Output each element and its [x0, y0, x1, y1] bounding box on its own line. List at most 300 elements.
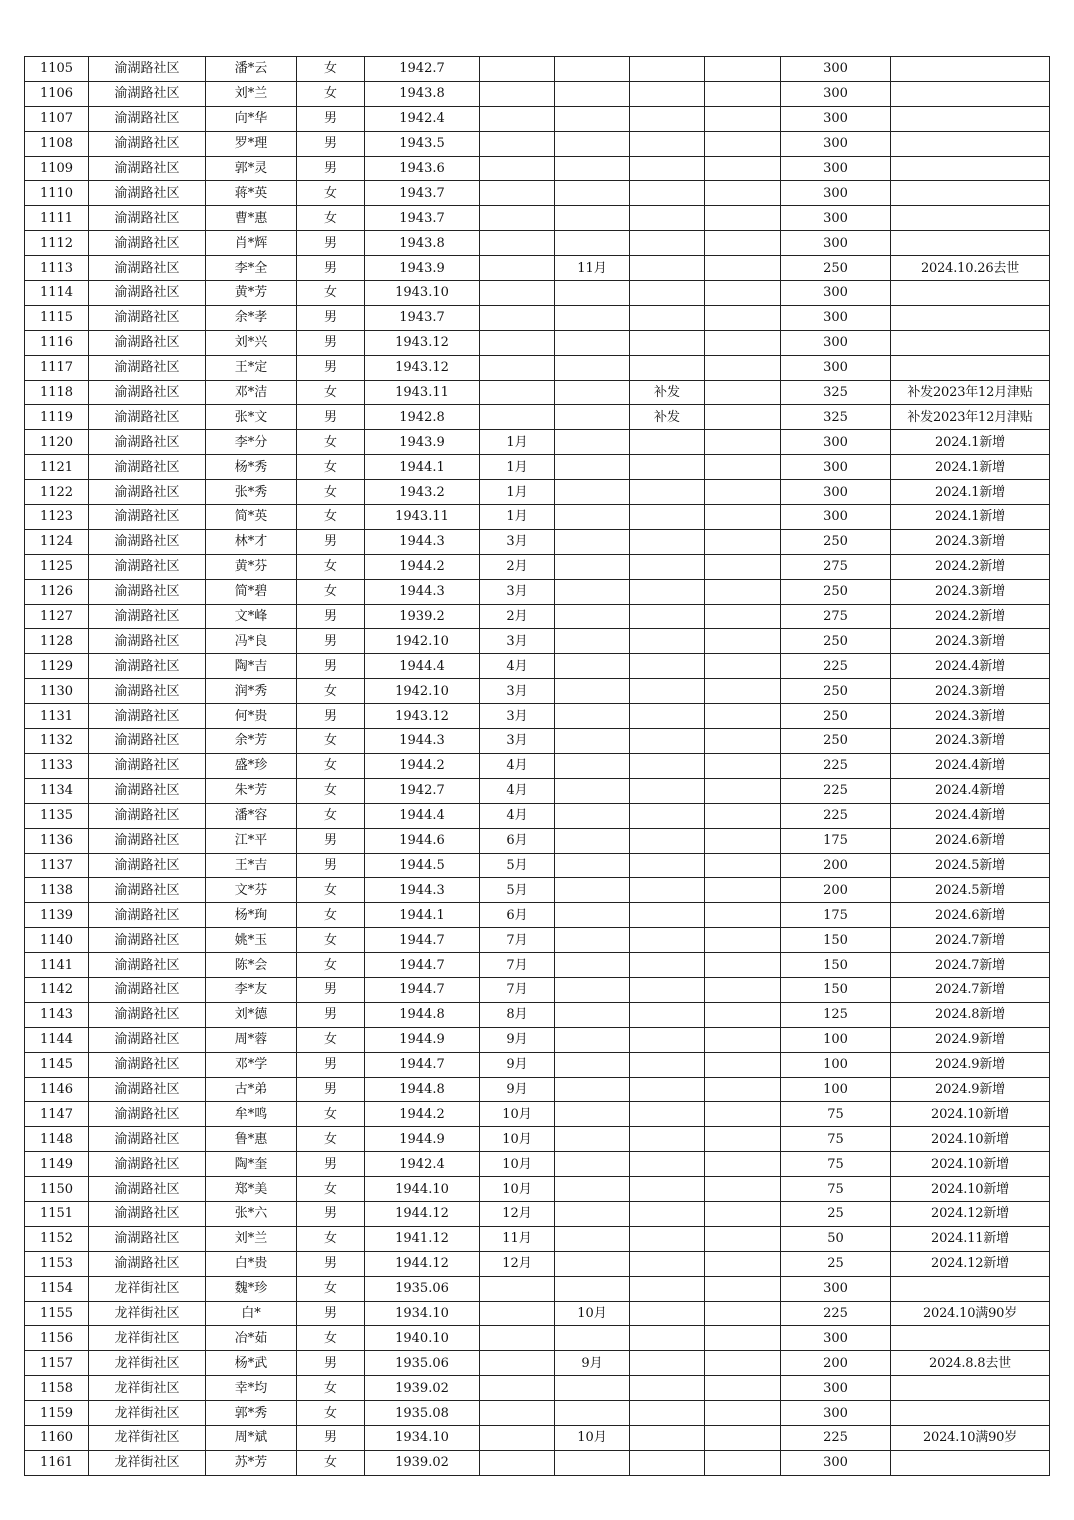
birth-date-cell: 1942.10 [365, 629, 480, 654]
added-month-cell [480, 1376, 555, 1401]
added-month-cell: 9月 [480, 1077, 555, 1102]
blank-cell [705, 1102, 781, 1127]
table-row [25, 604, 1050, 629]
stop-month-cell [555, 206, 630, 231]
name-cell: 魏*珍 [206, 1276, 297, 1301]
amount-cell: 300 [781, 330, 891, 355]
birth-date-cell: 1943.9 [365, 430, 480, 455]
supplement-cell [630, 1301, 705, 1326]
remark-cell [891, 1376, 1050, 1401]
birth-date-cell: 1944.7 [365, 1052, 480, 1077]
remark-cell: 2024.10满90岁 [891, 1425, 1050, 1450]
amount-cell: 300 [781, 1326, 891, 1351]
community-cell: 渝湖路社区 [89, 579, 206, 604]
amount-cell: 225 [781, 803, 891, 828]
gender-cell: 女 [297, 579, 365, 604]
community-cell: 渝湖路社区 [89, 305, 206, 330]
amount-cell: 300 [781, 281, 891, 306]
serial-cell: 1110 [25, 181, 89, 206]
added-month-cell [480, 1450, 555, 1475]
supplement-cell [630, 281, 705, 306]
serial-cell: 1148 [25, 1127, 89, 1152]
added-month-cell: 3月 [480, 704, 555, 729]
added-month-cell: 1月 [480, 505, 555, 530]
supplement-cell [630, 928, 705, 953]
community-cell: 渝湖路社区 [89, 977, 206, 1002]
remark-cell: 2024.5新增 [891, 878, 1050, 903]
amount-cell: 300 [781, 81, 891, 106]
blank-cell [705, 977, 781, 1002]
subsidy-roster-table [24, 56, 1050, 1476]
remark-cell: 2024.4新增 [891, 753, 1050, 778]
blank-cell [705, 281, 781, 306]
birth-date-cell: 1934.10 [365, 1301, 480, 1326]
community-cell: 渝湖路社区 [89, 1177, 206, 1202]
serial-cell: 1143 [25, 1002, 89, 1027]
gender-cell: 男 [297, 256, 365, 281]
gender-cell: 女 [297, 903, 365, 928]
community-cell: 渝湖路社区 [89, 181, 206, 206]
serial-cell: 1121 [25, 455, 89, 480]
birth-date-cell: 1944.6 [365, 828, 480, 853]
community-cell: 渝湖路社区 [89, 629, 206, 654]
supplement-cell [630, 828, 705, 853]
table-row [25, 480, 1050, 505]
birth-date-cell: 1943.6 [365, 156, 480, 181]
remark-cell [891, 1276, 1050, 1301]
name-cell: 余*孝 [206, 305, 297, 330]
birth-date-cell: 1940.10 [365, 1326, 480, 1351]
serial-cell: 1138 [25, 878, 89, 903]
amount-cell: 200 [781, 878, 891, 903]
blank-cell [705, 131, 781, 156]
stop-month-cell: 9月 [555, 1351, 630, 1376]
birth-date-cell: 1941.12 [365, 1226, 480, 1251]
table-row [25, 305, 1050, 330]
table-row [25, 1102, 1050, 1127]
blank-cell [705, 729, 781, 754]
added-month-cell: 9月 [480, 1052, 555, 1077]
added-month-cell [480, 57, 555, 82]
amount-cell: 150 [781, 928, 891, 953]
serial-cell: 1125 [25, 554, 89, 579]
birth-date-cell: 1944.1 [365, 903, 480, 928]
serial-cell: 1130 [25, 679, 89, 704]
added-month-cell: 11月 [480, 1226, 555, 1251]
gender-cell: 女 [297, 57, 365, 82]
serial-cell: 1146 [25, 1077, 89, 1102]
supplement-cell [630, 704, 705, 729]
blank-cell [705, 629, 781, 654]
serial-cell: 1151 [25, 1201, 89, 1226]
blank-cell [705, 654, 781, 679]
added-month-cell: 4月 [480, 778, 555, 803]
community-cell: 渝湖路社区 [89, 1027, 206, 1052]
gender-cell: 男 [297, 853, 365, 878]
amount-cell: 250 [781, 256, 891, 281]
added-month-cell: 7月 [480, 928, 555, 953]
name-cell: 润*秀 [206, 679, 297, 704]
remark-cell: 2024.7新增 [891, 953, 1050, 978]
table-row [25, 1301, 1050, 1326]
amount-cell: 300 [781, 480, 891, 505]
community-cell: 渝湖路社区 [89, 231, 206, 256]
stop-month-cell [555, 231, 630, 256]
added-month-cell [480, 156, 555, 181]
birth-date-cell: 1943.9 [365, 256, 480, 281]
remark-cell [891, 156, 1050, 181]
gender-cell: 女 [297, 554, 365, 579]
community-cell: 渝湖路社区 [89, 1127, 206, 1152]
gender-cell: 女 [297, 679, 365, 704]
serial-cell: 1118 [25, 380, 89, 405]
blank-cell [705, 430, 781, 455]
blank-cell [705, 156, 781, 181]
blank-cell [705, 1152, 781, 1177]
supplement-cell [630, 529, 705, 554]
birth-date-cell: 1942.4 [365, 106, 480, 131]
table-row [25, 1002, 1050, 1027]
table-row [25, 181, 1050, 206]
gender-cell: 女 [297, 1401, 365, 1426]
community-cell: 渝湖路社区 [89, 131, 206, 156]
stop-month-cell [555, 953, 630, 978]
remark-cell: 2024.7新增 [891, 977, 1050, 1002]
amount-cell: 200 [781, 1351, 891, 1376]
birth-date-cell: 1944.9 [365, 1127, 480, 1152]
blank-cell [705, 554, 781, 579]
table-row [25, 81, 1050, 106]
remark-cell: 2024.3新增 [891, 679, 1050, 704]
blank-cell [705, 455, 781, 480]
birth-date-cell: 1935.06 [365, 1276, 480, 1301]
stop-month-cell [555, 81, 630, 106]
supplement-cell [630, 1276, 705, 1301]
supplement-cell [630, 1102, 705, 1127]
amount-cell: 250 [781, 704, 891, 729]
serial-cell: 1116 [25, 330, 89, 355]
blank-cell [705, 1226, 781, 1251]
birth-date-cell: 1942.7 [365, 778, 480, 803]
supplement-cell: 补发 [630, 405, 705, 430]
amount-cell: 250 [781, 729, 891, 754]
remark-cell: 2024.12新增 [891, 1251, 1050, 1276]
table-row [25, 803, 1050, 828]
birth-date-cell: 1942.4 [365, 1152, 480, 1177]
remark-cell: 2024.3新增 [891, 629, 1050, 654]
table-row [25, 1401, 1050, 1426]
gender-cell: 女 [297, 430, 365, 455]
table-row [25, 256, 1050, 281]
amount-cell: 175 [781, 828, 891, 853]
remark-cell: 2024.3新增 [891, 579, 1050, 604]
remark-cell [891, 1401, 1050, 1426]
amount-cell: 300 [781, 1401, 891, 1426]
table-row [25, 529, 1050, 554]
added-month-cell [480, 181, 555, 206]
blank-cell [705, 803, 781, 828]
community-cell: 渝湖路社区 [89, 480, 206, 505]
remark-cell: 2024.10.26去世 [891, 256, 1050, 281]
remark-cell: 2024.6新增 [891, 828, 1050, 853]
remark-cell: 补发2023年12月津贴 [891, 380, 1050, 405]
amount-cell: 225 [781, 778, 891, 803]
name-cell: 王*吉 [206, 853, 297, 878]
amount-cell: 75 [781, 1177, 891, 1202]
name-cell: 文*芬 [206, 878, 297, 903]
birth-date-cell: 1943.7 [365, 305, 480, 330]
stop-month-cell [555, 1152, 630, 1177]
gender-cell: 女 [297, 753, 365, 778]
birth-date-cell: 1944.3 [365, 529, 480, 554]
community-cell: 渝湖路社区 [89, 380, 206, 405]
serial-cell: 1139 [25, 903, 89, 928]
added-month-cell: 4月 [480, 803, 555, 828]
stop-month-cell [555, 106, 630, 131]
gender-cell: 男 [297, 1251, 365, 1276]
supplement-cell [630, 206, 705, 231]
supplement-cell [630, 554, 705, 579]
gender-cell: 女 [297, 380, 365, 405]
stop-month-cell [555, 1052, 630, 1077]
added-month-cell [480, 281, 555, 306]
serial-cell: 1128 [25, 629, 89, 654]
birth-date-cell: 1944.8 [365, 1077, 480, 1102]
amount-cell: 300 [781, 131, 891, 156]
gender-cell: 女 [297, 1127, 365, 1152]
gender-cell: 女 [297, 1027, 365, 1052]
amount-cell: 200 [781, 853, 891, 878]
serial-cell: 1129 [25, 654, 89, 679]
table-row [25, 629, 1050, 654]
community-cell: 渝湖路社区 [89, 1201, 206, 1226]
remark-cell: 2024.9新增 [891, 1027, 1050, 1052]
supplement-cell [630, 131, 705, 156]
stop-month-cell [555, 1102, 630, 1127]
community-cell: 渝湖路社区 [89, 1226, 206, 1251]
stop-month-cell [555, 529, 630, 554]
birth-date-cell: 1943.5 [365, 131, 480, 156]
stop-month-cell [555, 1226, 630, 1251]
added-month-cell [480, 1401, 555, 1426]
birth-date-cell: 1935.06 [365, 1351, 480, 1376]
name-cell: 潘*容 [206, 803, 297, 828]
birth-date-cell: 1944.12 [365, 1201, 480, 1226]
name-cell: 李*全 [206, 256, 297, 281]
blank-cell [705, 828, 781, 853]
table-row [25, 928, 1050, 953]
gender-cell: 男 [297, 355, 365, 380]
amount-cell: 275 [781, 554, 891, 579]
stop-month-cell [555, 281, 630, 306]
gender-cell: 女 [297, 928, 365, 953]
amount-cell: 300 [781, 505, 891, 530]
serial-cell: 1119 [25, 405, 89, 430]
supplement-cell [630, 878, 705, 903]
remark-cell: 2024.9新增 [891, 1052, 1050, 1077]
blank-cell [705, 380, 781, 405]
added-month-cell: 3月 [480, 679, 555, 704]
name-cell: 简*碧 [206, 579, 297, 604]
gender-cell: 女 [297, 1226, 365, 1251]
serial-cell: 1126 [25, 579, 89, 604]
table-row [25, 878, 1050, 903]
amount-cell: 150 [781, 977, 891, 1002]
stop-month-cell [555, 330, 630, 355]
stop-month-cell [555, 1251, 630, 1276]
stop-month-cell [555, 181, 630, 206]
birth-date-cell: 1944.5 [365, 853, 480, 878]
stop-month-cell [555, 430, 630, 455]
added-month-cell: 3月 [480, 629, 555, 654]
supplement-cell [630, 853, 705, 878]
name-cell: 盛*珍 [206, 753, 297, 778]
added-month-cell [480, 131, 555, 156]
gender-cell: 女 [297, 729, 365, 754]
supplement-cell [630, 778, 705, 803]
remark-cell: 2024.3新增 [891, 704, 1050, 729]
serial-cell: 1112 [25, 231, 89, 256]
birth-date-cell: 1943.10 [365, 281, 480, 306]
table-row [25, 380, 1050, 405]
community-cell: 渝湖路社区 [89, 803, 206, 828]
supplement-cell [630, 81, 705, 106]
blank-cell [705, 529, 781, 554]
added-month-cell: 1月 [480, 480, 555, 505]
added-month-cell [480, 81, 555, 106]
gender-cell: 女 [297, 281, 365, 306]
supplement-cell [630, 480, 705, 505]
community-cell: 渝湖路社区 [89, 778, 206, 803]
supplement-cell [630, 1376, 705, 1401]
gender-cell: 男 [297, 231, 365, 256]
blank-cell [705, 604, 781, 629]
community-cell: 渝湖路社区 [89, 256, 206, 281]
gender-cell: 男 [297, 1152, 365, 1177]
serial-cell: 1145 [25, 1052, 89, 1077]
serial-cell: 1154 [25, 1276, 89, 1301]
gender-cell: 女 [297, 206, 365, 231]
blank-cell [705, 579, 781, 604]
birth-date-cell: 1944.4 [365, 803, 480, 828]
community-cell: 渝湖路社区 [89, 753, 206, 778]
serial-cell: 1142 [25, 977, 89, 1002]
gender-cell: 女 [297, 1177, 365, 1202]
remark-cell: 2024.10新增 [891, 1152, 1050, 1177]
table-row [25, 1376, 1050, 1401]
serial-cell: 1109 [25, 156, 89, 181]
community-cell: 渝湖路社区 [89, 405, 206, 430]
added-month-cell: 4月 [480, 654, 555, 679]
serial-cell: 1147 [25, 1102, 89, 1127]
blank-cell [705, 1027, 781, 1052]
birth-date-cell: 1942.8 [365, 405, 480, 430]
gender-cell: 男 [297, 1002, 365, 1027]
table-row [25, 405, 1050, 430]
name-cell: 陈*会 [206, 953, 297, 978]
blank-cell [705, 1201, 781, 1226]
remark-cell: 2024.10新增 [891, 1177, 1050, 1202]
added-month-cell: 8月 [480, 1002, 555, 1027]
blank-cell [705, 928, 781, 953]
community-cell: 渝湖路社区 [89, 281, 206, 306]
amount-cell: 100 [781, 1027, 891, 1052]
birth-date-cell: 1944.2 [365, 753, 480, 778]
birth-date-cell: 1944.8 [365, 1002, 480, 1027]
table-row [25, 231, 1050, 256]
blank-cell [705, 1425, 781, 1450]
added-month-cell [480, 305, 555, 330]
table-row [25, 281, 1050, 306]
serial-cell: 1120 [25, 430, 89, 455]
blank-cell [705, 1450, 781, 1475]
added-month-cell [480, 206, 555, 231]
serial-cell: 1155 [25, 1301, 89, 1326]
name-cell: 鲁*惠 [206, 1127, 297, 1152]
name-cell: 邓*洁 [206, 380, 297, 405]
stop-month-cell [555, 853, 630, 878]
added-month-cell: 9月 [480, 1027, 555, 1052]
community-cell: 渝湖路社区 [89, 953, 206, 978]
supplement-cell [630, 1177, 705, 1202]
remark-cell: 2024.4新增 [891, 778, 1050, 803]
name-cell: 冯*良 [206, 629, 297, 654]
table-row [25, 977, 1050, 1002]
added-month-cell [480, 106, 555, 131]
stop-month-cell: 10月 [555, 1301, 630, 1326]
blank-cell [705, 81, 781, 106]
amount-cell: 325 [781, 405, 891, 430]
gender-cell: 女 [297, 1326, 365, 1351]
added-month-cell [480, 405, 555, 430]
gender-cell: 女 [297, 455, 365, 480]
remark-cell: 2024.7新增 [891, 928, 1050, 953]
stop-month-cell [555, 1127, 630, 1152]
amount-cell: 300 [781, 206, 891, 231]
added-month-cell: 7月 [480, 977, 555, 1002]
amount-cell: 300 [781, 1450, 891, 1475]
stop-month-cell [555, 1276, 630, 1301]
blank-cell [705, 1401, 781, 1426]
added-month-cell: 3月 [480, 579, 555, 604]
community-cell: 渝湖路社区 [89, 430, 206, 455]
supplement-cell [630, 679, 705, 704]
blank-cell [705, 878, 781, 903]
amount-cell: 300 [781, 57, 891, 82]
supplement-cell [630, 330, 705, 355]
supplement-cell [630, 629, 705, 654]
remark-cell: 2024.12新增 [891, 1201, 1050, 1226]
remark-cell: 2024.10新增 [891, 1102, 1050, 1127]
amount-cell: 225 [781, 654, 891, 679]
birth-date-cell: 1939.02 [365, 1376, 480, 1401]
gender-cell: 男 [297, 305, 365, 330]
remark-cell [891, 330, 1050, 355]
serial-cell: 1140 [25, 928, 89, 953]
name-cell: 何*贵 [206, 704, 297, 729]
supplement-cell [630, 1450, 705, 1475]
birth-date-cell: 1935.08 [365, 1401, 480, 1426]
name-cell: 曹*惠 [206, 206, 297, 231]
name-cell: 刘*兰 [206, 81, 297, 106]
table-row [25, 1152, 1050, 1177]
gender-cell: 男 [297, 629, 365, 654]
community-cell: 渝湖路社区 [89, 1152, 206, 1177]
gender-cell: 男 [297, 1052, 365, 1077]
added-month-cell: 10月 [480, 1177, 555, 1202]
serial-cell: 1132 [25, 729, 89, 754]
community-cell: 渝湖路社区 [89, 604, 206, 629]
